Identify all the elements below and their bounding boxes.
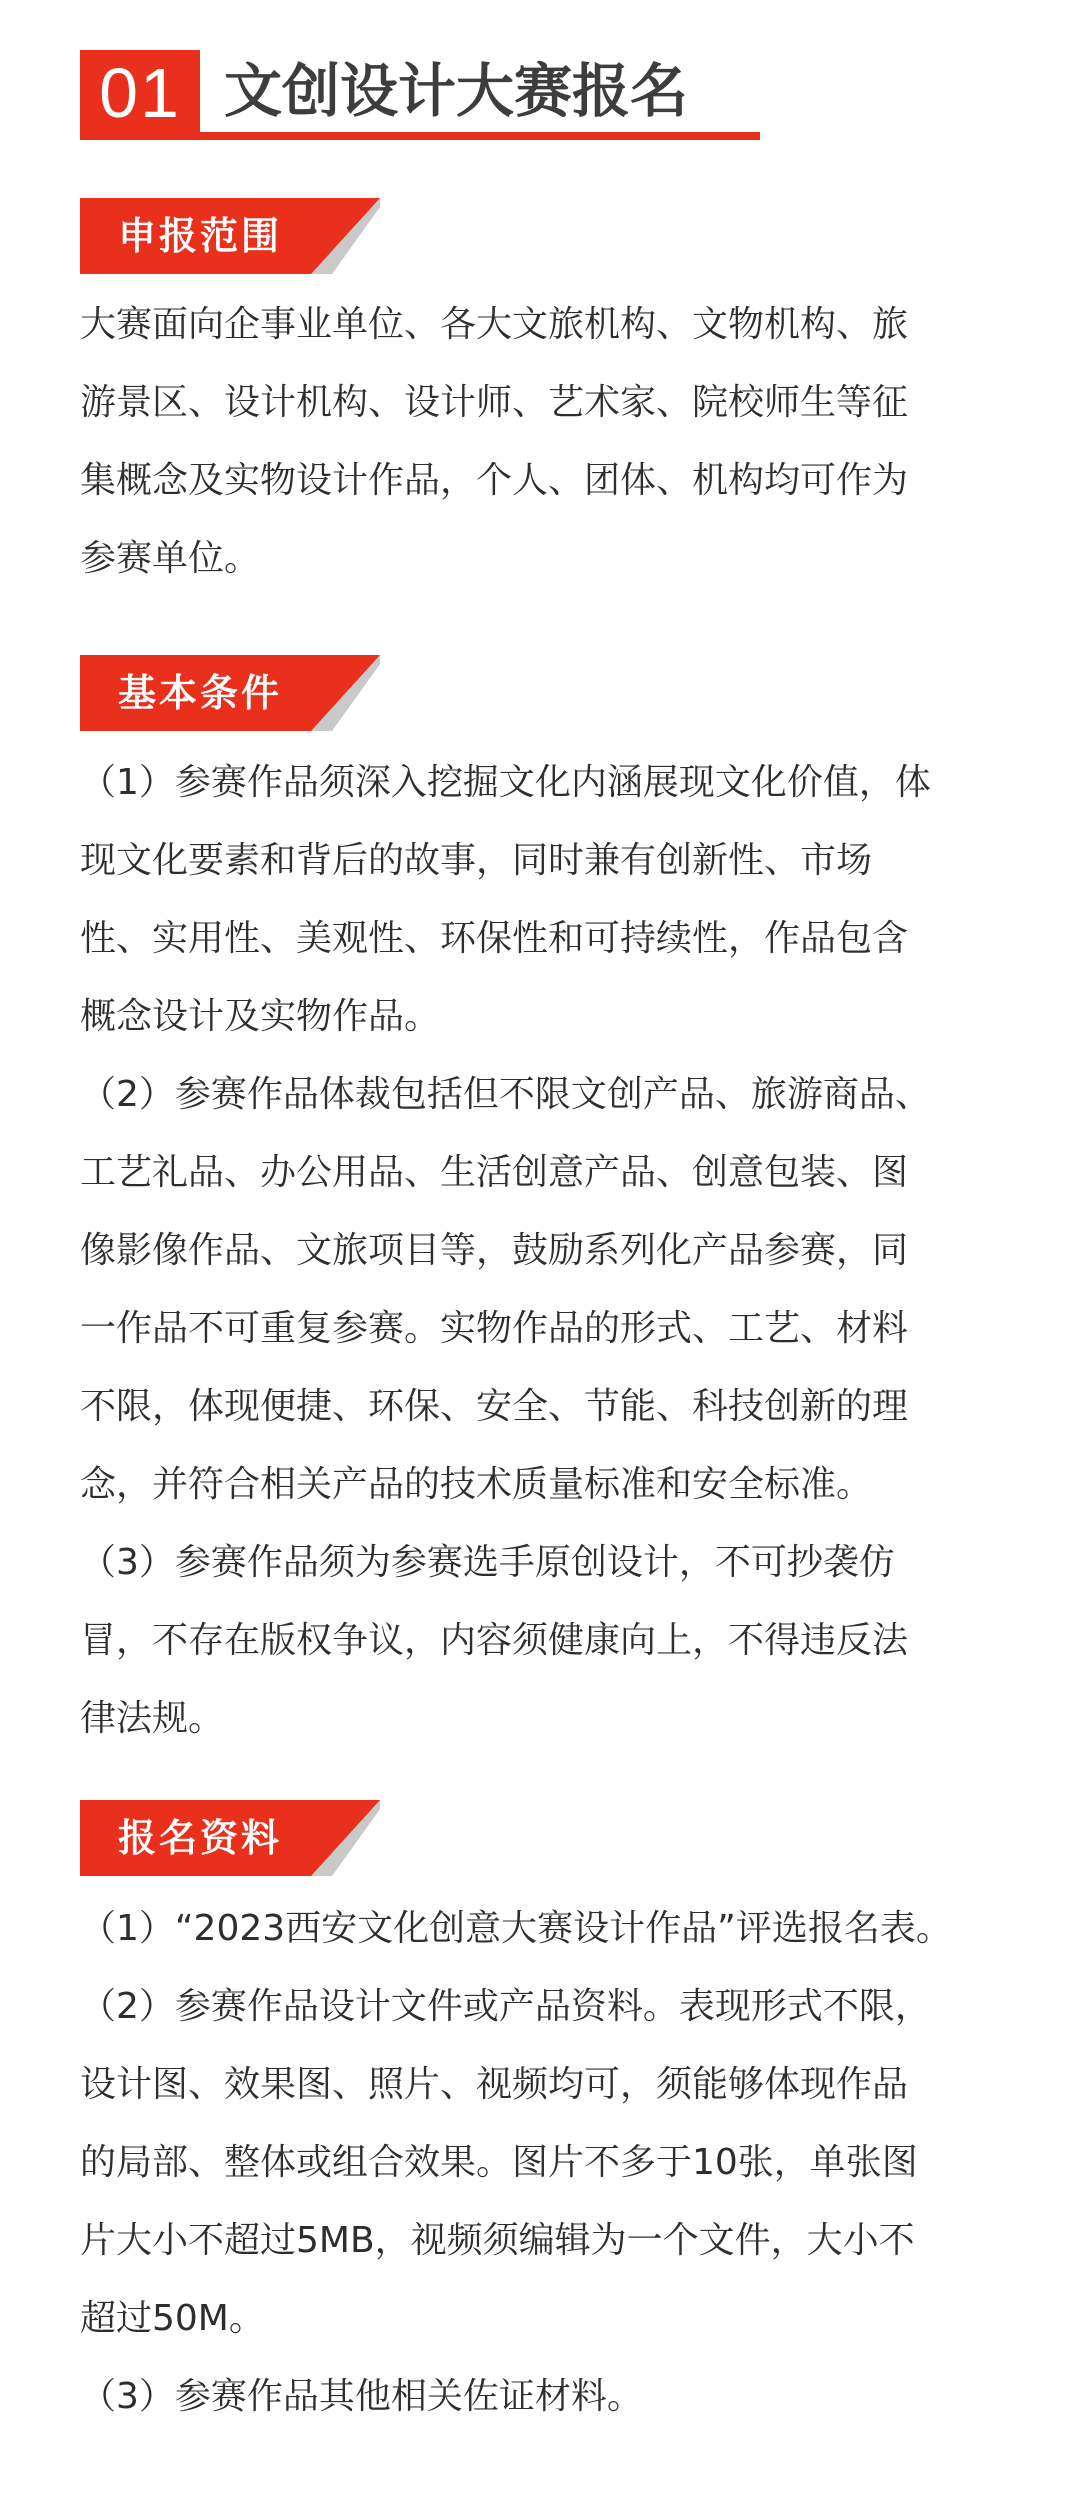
text-line: （2）参赛作品体裁包括但不限文创产品、旅游商品、 — [80, 1074, 931, 1115]
section-number-badge: 01 — [80, 50, 200, 132]
text-line: （1）“2023西安文化创意大赛设计作品”评选报名表。 — [80, 1908, 952, 1949]
text-line: 工艺礼品、办公用品、生活创意产品、创意包装、图 — [80, 1152, 909, 1193]
text-line: 设计图、效果图、照片、视频均可，须能够体现作品 — [80, 2064, 909, 2105]
text-line: （2）参赛作品设计文件或产品资料。表现形式不限， — [80, 1986, 931, 2027]
section-scope-text — [80, 286, 1015, 598]
section-tag-label: 申报范围 — [118, 214, 283, 258]
text-line: （1）参赛作品须深入挖掘文化内涵展现文化价值，体 — [80, 762, 931, 803]
text-line: 冒，不存在版权争议，内容须健康向上，不得违反法 — [80, 1620, 909, 1661]
text-line: 像影像作品、文旅项目等，鼓励系列化产品参赛，同 — [80, 1230, 909, 1271]
section-tag-label: 报名资料 — [118, 1816, 283, 1860]
main-header — [80, 50, 760, 140]
text-line: 性、实用性、美观性、环保性和可持续性，作品包含 — [80, 918, 909, 959]
section-conditions-text — [80, 744, 1015, 1758]
text-line: 现文化要素和背后的故事，同时兼有创新性、市场 — [80, 840, 873, 881]
section-materials-text — [80, 1890, 1015, 2436]
text-line: 片大小不超过5MB，视频须编辑为一个文件，大小不 — [80, 2220, 915, 2261]
text-line: 大赛面向企事业单位、各大文旅机构、文物机构、旅 — [80, 304, 909, 345]
text-line: 集概念及实物设计作品，个人、团体、机构均可作为 — [80, 460, 909, 501]
text-line: 律法规。 — [80, 1698, 225, 1739]
text-line: 一作品不可重复参赛。实物作品的形式、工艺、材料 — [80, 1308, 909, 1349]
page-title: 文创设计大赛报名 — [224, 57, 689, 125]
text-line: 游景区、设计机构、设计师、艺术家、院校师生等征 — [80, 382, 909, 423]
text-line: 的局部、整体或组合效果。图片不多于10张，单张图 — [80, 2142, 918, 2183]
section-tag-materials — [80, 1800, 380, 1876]
text-line: 参赛单位。 — [80, 538, 261, 579]
text-line: （3）参赛作品须为参赛选手原创设计，不可抄袭仿 — [80, 1542, 895, 1583]
text-line: 不限，体现便捷、环保、安全、节能、科技创新的理 — [80, 1386, 909, 1427]
section-tag-label: 基本条件 — [118, 671, 283, 715]
text-line: 念，并符合相关产品的技术质量标准和安全标准。 — [80, 1464, 873, 1505]
section-tag-conditions — [80, 655, 380, 731]
text-line: （3）参赛作品其他相关佐证材料。 — [80, 2376, 643, 2417]
text-line: 概念设计及实物作品。 — [80, 996, 441, 1037]
text-line: 超过50M。 — [80, 2298, 265, 2339]
header-underline — [80, 132, 760, 140]
section-tag-scope — [80, 198, 380, 274]
